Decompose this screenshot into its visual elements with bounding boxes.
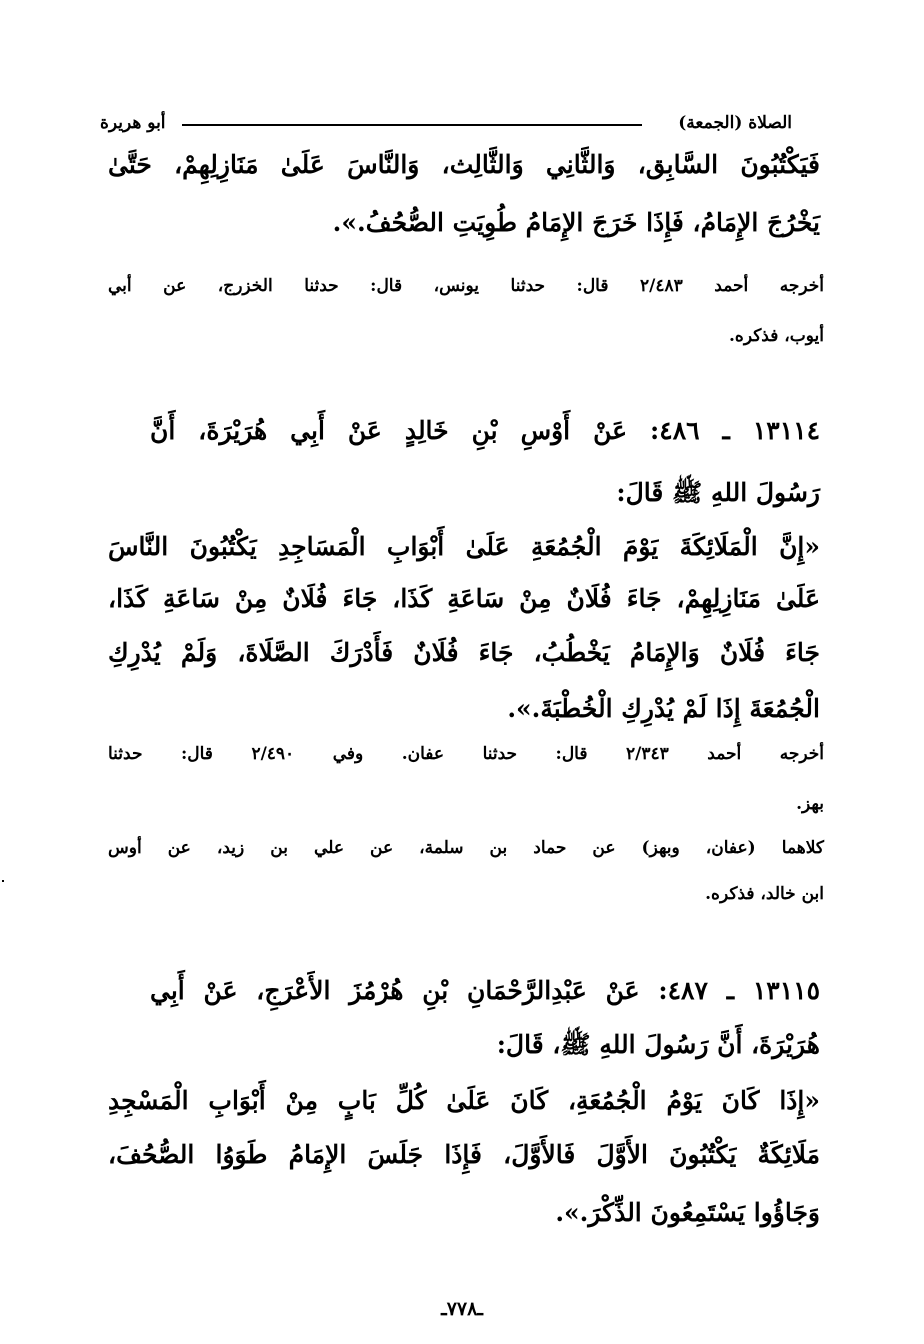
hadith-text-line: الْجُمُعَةَ إِذَا لَمْ يُدْرِكِ الْخُطْبَةَ.». [507, 694, 820, 723]
hadith-text-line: «إِنَّ الْمَلَائِكَةَ يَوْمَ الْجُمُعَةِ عَلَىٰ أَبْوَابِ الْمَسَاجِدِ يَكْتُبُونَ النَّاسَ [108, 532, 820, 561]
scan-speck [2, 880, 4, 882]
source-note-line: كلاهما (عفان، وبهز) عن حماد بن سلمة، عن علي بن زيد، عن أوس [108, 838, 824, 858]
source-note-line: أخرجه أحمد ٢/٣٤٣ قال: حدثنا عفان. وفي ٢/٤٩٠ قال: حدثنا [108, 744, 824, 764]
source-note-line: ابن خالد، فذكره. [705, 884, 824, 904]
hadith-text-line: يَخْرُجَ الإِمَامُ، فَإِذَا خَرَجَ الإِمَامُ طُوِيَتِ الصُّحُفُ.». [332, 208, 820, 237]
hadith-text-line: مَلَائِكَةٌ يَكْتُبُونَ الأَوَّلَ فَالأَوَّلَ، فَإِذَا جَلَسَ الإِمَامُ طَوَوُا الصُّحُفَ، [108, 1140, 820, 1169]
hadith-text-line: «إِذَا كَانَ يَوْمُ الْجُمُعَةِ، كَانَ عَلَىٰ كُلِّ بَابٍ مِنْ أَبْوَابِ الْمَسْجِدِ [108, 1086, 820, 1115]
hadith-heading-line: هُرَيْرَةَ، أَنَّ رَسُولَ اللهِ ﷺ، قَالَ: [496, 1030, 820, 1059]
source-note-line: أيوب، فذكره. [729, 326, 824, 346]
hadith-text-line: عَلَىٰ مَنَازِلِهِمْ، جَاءَ فُلَانٌ مِنْ سَاعَةِ كَذَا، جَاءَ فُلَانٌ مِنْ سَاعَةِ كَذَا، [108, 584, 820, 613]
hadith-heading-line: ١٣١١٥ ـ ٤٨٧: عَنْ عَبْدِالرَّحْمَانِ بْنِ هُرْمُزَ الأَعْرَجِ، عَنْ أَبِي [150, 976, 821, 1005]
hadith-text-line: جَاءَ فُلَانٌ وَالإِمَامُ يَخْطُبُ، جَاءَ فُلَانٌ فَأَدْرَكَ الصَّلَاةَ، وَلَمْ يُدْرِكِ [108, 638, 820, 667]
hadith-heading-line: رَسُولَ اللهِ ﷺ قَالَ: [616, 478, 820, 507]
header-rule [182, 124, 642, 126]
source-note-line: بهز. [796, 794, 824, 814]
header-narrator: أبو هريرة [100, 113, 166, 133]
hadith-heading-line: ١٣١١٤ ـ ٤٨٦: عَنْ أَوْسِ بْنِ خَالِدٍ عَنْ أَبِي هُرَيْرَةَ، أَنَّ [150, 416, 820, 445]
hadith-text-line: فَيَكْتُبُونَ السَّابِق، وَالثَّانِي وَالثَّالِث، وَالنَّاسَ عَلَىٰ مَنَازِلِهِمْ، حَتَّىٰ [108, 150, 820, 179]
running-header [100, 113, 792, 137]
hadith-text-line: وَجَاؤُوا يَسْتَمِعُونَ الذِّكْرَ.». [555, 1198, 820, 1227]
source-note-line: أخرجه أحمد ٢/٤٨٣ قال: حدثنا يونس، قال: حدثنا الخزرج، عن أبي [108, 276, 825, 296]
header-chapter-title: الصلاة (الجمعة) [678, 113, 792, 133]
page-number: ـ٧٧٨ـ [441, 1298, 483, 1320]
